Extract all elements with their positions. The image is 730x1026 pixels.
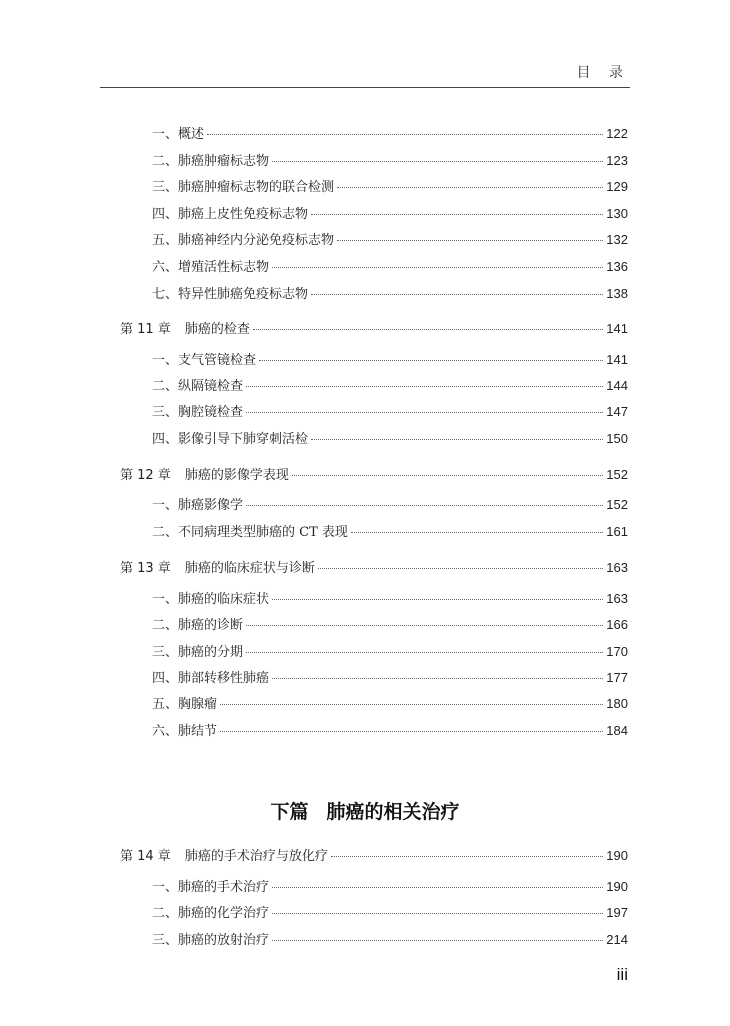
leader-dots <box>272 940 603 941</box>
toc-page-number: 150 <box>606 431 628 446</box>
toc-section-entry[interactable] <box>120 644 628 661</box>
toc-chapter-entry[interactable] <box>120 467 628 484</box>
toc-page-number: 122 <box>606 126 628 141</box>
toc-section-entry[interactable] <box>120 352 628 369</box>
leader-dots <box>337 187 603 188</box>
leader-dots <box>331 856 603 857</box>
leader-dots <box>246 386 603 387</box>
toc-chapter-entry[interactable] <box>120 848 628 865</box>
toc-page-number: 166 <box>606 617 628 632</box>
toc-page-number: 214 <box>606 932 628 947</box>
leader-dots <box>272 887 603 888</box>
toc-page-number: 129 <box>606 179 628 194</box>
toc-section-entry[interactable] <box>120 404 628 421</box>
toc-section-entry[interactable] <box>120 905 628 922</box>
toc-page-number: 141 <box>606 352 628 367</box>
toc-entry-title: 一、肺癌影像学 <box>152 498 244 513</box>
toc-entry-title: 六、肺结节 <box>152 724 218 739</box>
toc-section-entry[interactable] <box>120 378 628 395</box>
leader-dots <box>351 532 603 533</box>
toc-page-number: 123 <box>606 153 628 168</box>
toc-entry-title: 二、肺癌的化学治疗 <box>152 906 270 921</box>
leader-dots <box>220 731 603 732</box>
part-label: 下篇 <box>270 801 309 823</box>
toc-section-entry[interactable] <box>120 591 628 608</box>
toc-section-entry[interactable] <box>120 723 628 740</box>
toc-section-entry[interactable] <box>120 617 628 634</box>
leader-dots <box>311 439 603 440</box>
toc-page-number: 141 <box>606 321 628 336</box>
leader-dots <box>246 412 603 413</box>
toc-entry-title: 四、肺部转移性肺癌 <box>152 671 270 686</box>
toc-entry-title: 三、肺癌肿瘤标志物的联合检测 <box>152 180 335 195</box>
leader-dots <box>246 505 603 506</box>
toc-page-number: 177 <box>606 670 628 685</box>
toc-section-entry[interactable] <box>120 179 628 196</box>
toc-entry-title: 二、不同病理类型肺癌的 CT 表现 <box>152 525 348 540</box>
toc-entry-title: 肺癌的手术治疗与放化疗 <box>184 849 328 864</box>
leader-dots <box>272 913 603 914</box>
leader-dots <box>253 329 603 330</box>
toc-page-number: 190 <box>606 848 628 863</box>
toc-page-number: 130 <box>606 206 628 221</box>
toc-section-entry[interactable] <box>120 259 628 276</box>
leader-dots <box>292 475 603 476</box>
toc-entry-title: 一、支气管镜检查 <box>152 353 257 368</box>
toc-entry-title: 三、肺癌的放射治疗 <box>152 933 270 948</box>
toc-entry-title: 五、肺癌神经内分泌免疫标志物 <box>152 233 335 248</box>
toc-page-number: 147 <box>606 404 628 419</box>
toc-page-number: 180 <box>606 696 628 711</box>
leader-dots <box>246 652 603 653</box>
toc-page-number: 184 <box>606 723 628 738</box>
toc-page-number: 132 <box>606 232 628 247</box>
toc-page-number: 163 <box>606 591 628 606</box>
header-title: 目 录 <box>576 65 630 81</box>
header-rule <box>100 87 630 88</box>
toc-entry-title: 一、肺癌的临床症状 <box>152 592 270 607</box>
toc-section-entry[interactable] <box>120 879 628 896</box>
toc-section-entry[interactable] <box>120 670 628 687</box>
toc-page-number: 138 <box>606 286 628 301</box>
toc-entry-title: 四、肺癌上皮性免疫标志物 <box>152 207 309 222</box>
toc-entry-title: 二、肺癌肿瘤标志物 <box>152 154 270 169</box>
toc-entry-title: 肺癌的影像学表现 <box>184 468 289 483</box>
chapter-number: 第 11 章 <box>120 322 171 337</box>
chapter-number: 第 14 章 <box>120 849 171 864</box>
toc-entry-title: 三、胸腔镜检查 <box>152 405 244 420</box>
toc-page-number: 197 <box>606 905 628 920</box>
toc-section-entry[interactable] <box>120 497 628 514</box>
toc-entry-title: 一、概述 <box>152 127 205 142</box>
toc-page-number: 170 <box>606 644 628 659</box>
chapter-number: 第 12 章 <box>120 468 171 483</box>
toc-section-entry[interactable] <box>120 232 628 249</box>
toc-page-number: 152 <box>606 497 628 512</box>
leader-dots <box>246 625 603 626</box>
toc-entry-title: 七、特异性肺癌免疫标志物 <box>152 287 309 302</box>
part-name: 肺癌的相关治疗 <box>326 801 460 823</box>
leader-dots <box>272 599 603 600</box>
leader-dots <box>272 678 603 679</box>
toc-entry-title: 三、肺癌的分期 <box>152 645 244 660</box>
leader-dots <box>311 294 603 295</box>
leader-dots <box>272 161 603 162</box>
leader-dots <box>207 134 603 135</box>
toc-entry-title: 一、肺癌的手术治疗 <box>152 880 270 895</box>
toc-chapter-entry[interactable] <box>120 560 628 577</box>
leader-dots <box>259 360 603 361</box>
leader-dots <box>337 240 603 241</box>
toc-chapter-entry[interactable] <box>120 321 628 338</box>
toc-entry-title: 二、纵隔镜检查 <box>152 379 244 394</box>
chapter-number: 第 13 章 <box>120 561 171 576</box>
toc-section-entry[interactable] <box>120 286 628 303</box>
toc-entry-title: 二、肺癌的诊断 <box>152 618 244 633</box>
toc-section-entry[interactable] <box>120 126 628 143</box>
toc-section-entry[interactable] <box>120 206 628 223</box>
toc-page-number: 136 <box>606 259 628 274</box>
part-title <box>0 797 730 824</box>
toc-page-number: 161 <box>606 524 628 539</box>
toc-section-entry[interactable] <box>120 153 628 170</box>
toc-entry-title: 肺癌的检查 <box>184 322 250 337</box>
leader-dots <box>318 568 603 569</box>
toc-page-number: 144 <box>606 378 628 393</box>
toc-page-number: 152 <box>606 467 628 482</box>
page-number: iii <box>616 965 628 984</box>
leader-dots <box>311 214 603 215</box>
leader-dots <box>272 267 603 268</box>
toc-section-entry[interactable] <box>120 932 628 949</box>
toc-entry-title: 六、增殖活性标志物 <box>152 260 270 275</box>
leader-dots <box>220 704 603 705</box>
toc-entry-title: 肺癌的临床症状与诊断 <box>184 561 315 576</box>
toc-section-entry[interactable] <box>120 524 628 541</box>
toc-section-entry[interactable] <box>120 431 628 448</box>
toc-page-number: 190 <box>606 879 628 894</box>
toc-section-entry[interactable] <box>120 696 628 713</box>
toc-page-number: 163 <box>606 560 628 575</box>
toc-entry-title: 五、胸腺瘤 <box>152 697 218 712</box>
toc-entry-title: 四、影像引导下肺穿刺活检 <box>152 432 309 447</box>
